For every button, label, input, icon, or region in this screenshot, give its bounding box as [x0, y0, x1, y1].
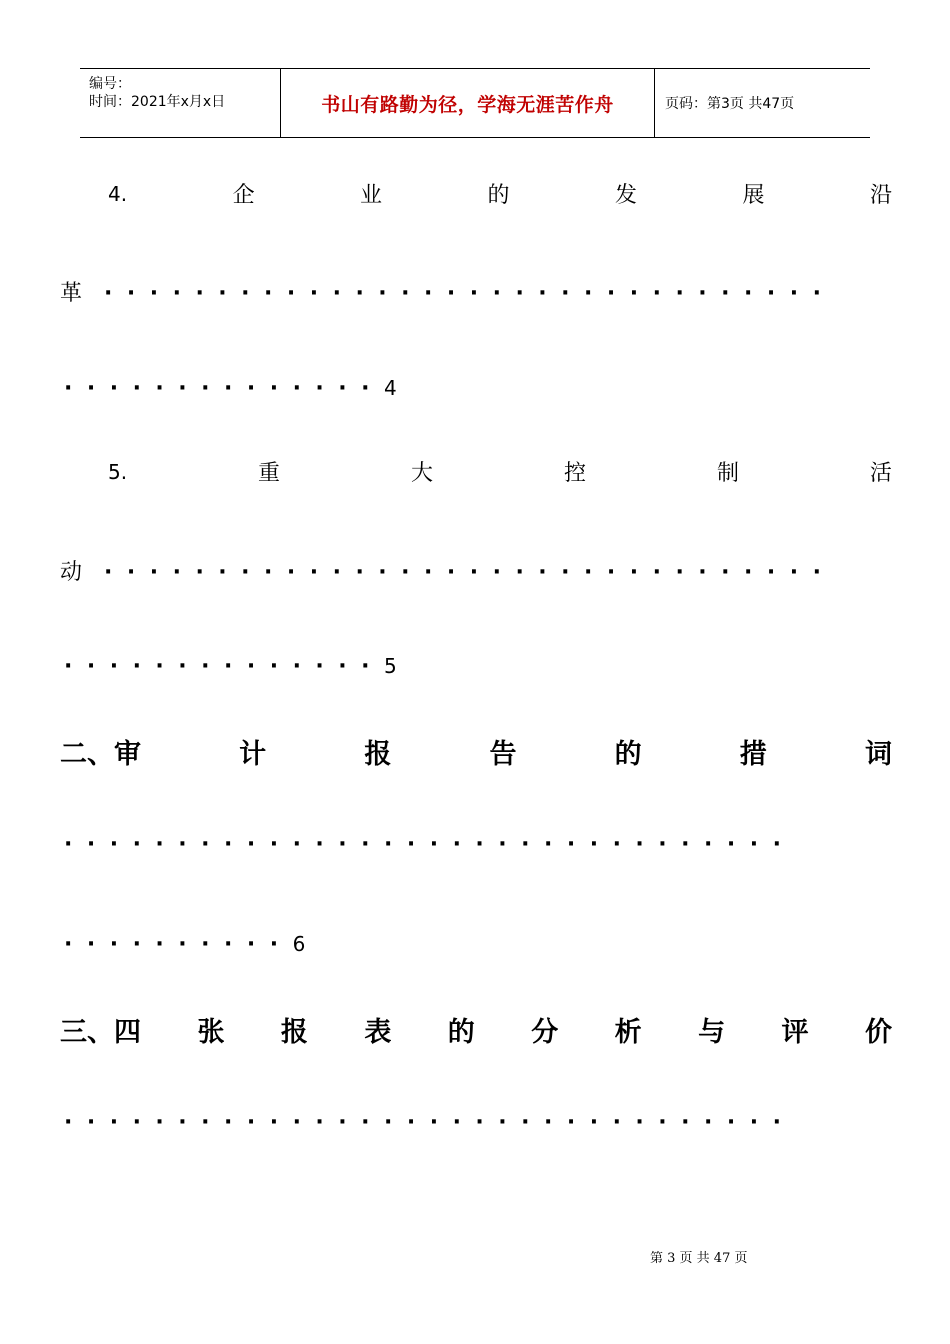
header-page-info: 页码：第3页 共47页 [665, 96, 795, 112]
toc-entry-5-page-line [64, 654, 397, 679]
toc-char: 价 [864, 1017, 892, 1048]
toc-char: 展 [742, 183, 765, 208]
toc-section-2-page-line [64, 932, 305, 957]
toc-char: 的 [487, 183, 510, 208]
toc-section-3-leader [64, 1110, 795, 1135]
toc-page-number: 6 [292, 932, 306, 956]
toc-char: 活 [869, 461, 892, 486]
toc-dots: ································ [104, 281, 836, 306]
toc-char: 制 [716, 461, 739, 486]
toc-section-3-title [60, 1010, 892, 1049]
toc-char: 企 [232, 183, 255, 208]
toc-page-number: 5 [384, 654, 397, 678]
toc-entry-4-leader [60, 276, 835, 307]
toc-char: 报 [280, 1017, 308, 1048]
toc-char: 业 [360, 183, 383, 208]
toc-char: 词 [864, 739, 892, 770]
document-number-label: 编号： [89, 76, 131, 92]
toc-section-number: 二、审 [60, 739, 141, 770]
toc-char: 计 [239, 739, 267, 770]
document-date-label: 时间：2021年x月x日 [89, 94, 226, 110]
toc-char: 告 [489, 739, 517, 770]
toc-char: 控 [563, 461, 586, 486]
toc-dots: ································ [64, 1110, 796, 1135]
toc-entry-number: 5. [108, 459, 128, 484]
header-middle-cell [281, 69, 655, 137]
toc-page-number: 4 [384, 376, 397, 400]
toc-char: 的 [614, 739, 642, 770]
toc-char: 析 [614, 1017, 642, 1048]
toc-char: 措 [739, 739, 767, 770]
toc-char: 大 [411, 461, 434, 486]
header-right-cell [655, 69, 870, 137]
toc-char: 的 [447, 1017, 475, 1048]
toc-char: 沿 [869, 183, 892, 208]
toc-char: 发 [615, 183, 638, 208]
toc-section-number: 三、四 [60, 1017, 141, 1048]
toc-lead-char: 革 [60, 281, 83, 306]
toc-section-2-title [60, 732, 892, 771]
toc-lead-char: 动 [60, 560, 83, 585]
page-footer: 第 3 页 共 47 页 [650, 1251, 748, 1266]
header-motto: 书山有路勤为径，学海无涯苦作舟 [321, 93, 614, 116]
toc-char: 分 [531, 1017, 559, 1048]
toc-dots: ·········· [64, 932, 293, 957]
toc-dots: ································ [64, 832, 796, 857]
toc-char: 评 [781, 1017, 809, 1048]
toc-char: 表 [364, 1017, 392, 1048]
toc-char: 与 [698, 1017, 726, 1048]
toc-char: 张 [197, 1017, 225, 1048]
toc-dots: ·············· [64, 654, 385, 679]
toc-entry-5-leader [60, 555, 835, 586]
toc-entry-4-title [60, 178, 892, 209]
toc-entry-4-page-line [64, 376, 397, 401]
toc-dots: ·············· [64, 376, 385, 401]
toc-entry-number: 4. [108, 181, 128, 206]
toc-char: 重 [258, 461, 281, 486]
header-left-cell [80, 69, 281, 137]
toc-char: 报 [364, 739, 392, 770]
toc-entry-5-title [60, 456, 892, 487]
toc-dots: ································ [104, 560, 836, 585]
page-header [80, 68, 870, 138]
toc-section-2-leader [64, 832, 795, 857]
